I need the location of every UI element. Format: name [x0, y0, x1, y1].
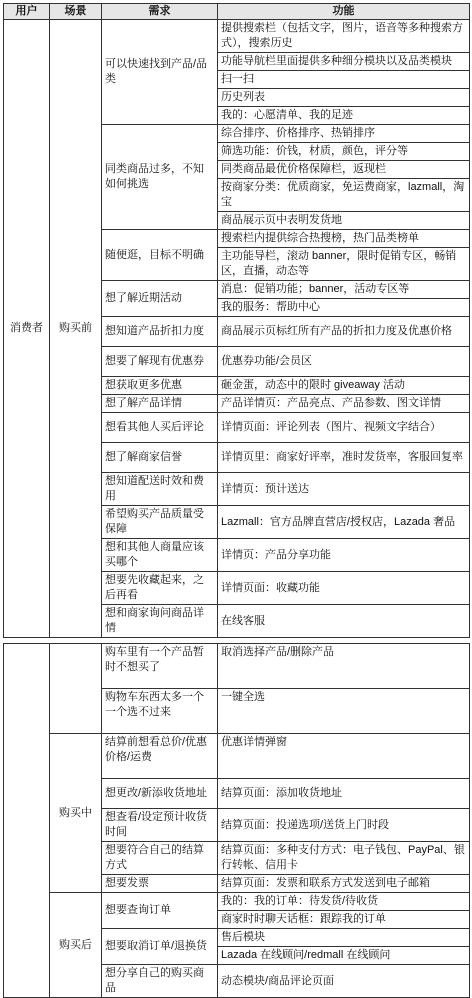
function-cell: 产品详情页：产品亮点、产品参数、图文详情 — [218, 395, 470, 413]
function-cell: 按商家分类：优质商家，免运费商家，lazmall，淘宝 — [218, 179, 470, 212]
table-row — [4, 644, 470, 689]
header-need: 需求 — [102, 4, 218, 20]
need-cell: 想分享自己的购买商品 — [102, 965, 218, 998]
user-cell: 消费者 — [4, 20, 50, 638]
function-cell: 商品展示页中表明发货地 — [218, 212, 470, 230]
need-cell: 想知道配送时效和费用 — [102, 473, 218, 506]
function-cell: 我的：我的订单：待发货/待收货 — [218, 893, 470, 911]
need-cell: 想要取消订单/退换货 — [102, 929, 218, 965]
need-cell: 结算前想看总价/优惠价格/运费 — [102, 734, 218, 779]
function-cell: 同类商品最优价格保障栏，返现栏 — [218, 161, 470, 179]
function-cell: Lazada 在线顾问/redmall 在线顾问 — [218, 947, 470, 965]
need-cell: 可以快速找到产品/品类 — [102, 20, 218, 125]
need-cell: 随便逛，目标不明确 — [102, 230, 218, 281]
function-cell: 售后模块 — [218, 929, 470, 947]
function-cell: 结算页面：发票和联系方式发送到电子邮箱 — [218, 875, 470, 893]
need-cell: 想知道产品折扣力度 — [102, 317, 218, 347]
function-cell: 商家时时聊天话框：跟踪我的订单 — [218, 911, 470, 929]
table-row — [4, 893, 470, 911]
need-cell: 想获取更多优惠 — [102, 377, 218, 395]
need-cell: 想和其他人商量应该买哪个 — [102, 539, 218, 572]
need-cell: 想要符合自己的结算方式 — [102, 842, 218, 875]
header-scene: 场景 — [50, 4, 102, 20]
function-cell: 历史列表 — [218, 89, 470, 107]
function-cell: 筛选功能：价钱，材质，颜色，评分等 — [218, 143, 470, 161]
function-cell: 优惠券功能/会员区 — [218, 347, 470, 377]
function-cell: 详情页面：收藏功能 — [218, 572, 470, 605]
function-cell: 我的服务：帮助中心 — [218, 299, 470, 317]
function-cell: 砸金蛋，动态中的限时 giveaway 活动 — [218, 377, 470, 395]
user-cell-empty — [4, 644, 50, 998]
header-user: 用户 — [4, 4, 50, 20]
need-cell: 想和商家询问商品详情 — [102, 605, 218, 638]
requirements-table-purchase — [3, 643, 470, 998]
function-cell: 结算页面：投递选项/送货上门时段 — [218, 809, 470, 842]
need-cell: 想了解产品详情 — [102, 395, 218, 413]
function-cell: 详情页里：商家好评率，准时发货率，客服回复率 — [218, 443, 470, 473]
function-cell: 搜索栏内提供综合热搜榜，热门品类榜单 — [218, 230, 470, 248]
function-cell: 结算页面：添加收货地址 — [218, 779, 470, 809]
need-cell: 希望购买产品质量受保障 — [102, 506, 218, 539]
function-cell: 优惠详情弹窗 — [218, 734, 470, 779]
function-cell: 综合排序、价格排序、热销排序 — [218, 125, 470, 143]
function-cell: 商品展示页标红所有产品的折扣力度及优惠价格 — [218, 317, 470, 347]
function-cell: 结算页面：多种支付方式：电子钱包、PayPal、银行转帐、信用卡 — [218, 842, 470, 875]
scene-cell: 购买前 — [50, 20, 102, 638]
need-cell: 想要了解现有优惠券 — [102, 347, 218, 377]
need-cell: 同类商品过多，不知如何挑选 — [102, 125, 218, 230]
function-cell: 我的：心愿清单、我的足迹 — [218, 107, 470, 125]
table-row — [4, 734, 470, 779]
scene-cell: 购买中 — [50, 734, 102, 893]
scene-cell — [50, 644, 102, 734]
requirements-table-pre-purchase — [3, 3, 470, 638]
function-cell: 提供搜索栏（包括文字，图片，语音等多种搜索方式），搜索历史 — [218, 20, 470, 53]
table-row — [4, 20, 470, 53]
need-cell: 想了解商家信誉 — [102, 443, 218, 473]
function-cell: 详情页面：评论列表（图片、视频文字结合） — [218, 413, 470, 443]
need-cell: 想查看/设定预计收货时间 — [102, 809, 218, 842]
need-cell: 想看其他人买后评论 — [102, 413, 218, 443]
function-cell: 扫一扫 — [218, 71, 470, 89]
need-cell: 想要先收藏起来，之后再看 — [102, 572, 218, 605]
need-cell: 想要发票 — [102, 875, 218, 893]
scene-cell: 购买后 — [50, 893, 102, 998]
function-cell: 功能导航栏里面提供多种细分模块以及品类模块 — [218, 53, 470, 71]
function-cell: 取消选择产品/删除产品 — [218, 644, 470, 689]
function-cell: 主功能导栏，滚动 banner，限时促销专区，畅销区，直播，动态等 — [218, 248, 470, 281]
header-function: 功能 — [218, 4, 470, 20]
function-cell: 详情页：产品分享功能 — [218, 539, 470, 572]
need-cell: 购物车东西太多一个一个选不过来 — [102, 689, 218, 734]
need-cell: 想要查询订单 — [102, 893, 218, 929]
need-cell: 想了解近期活动 — [102, 281, 218, 317]
function-cell: 在线客服 — [218, 605, 470, 638]
function-cell: 详情页：预计送达 — [218, 473, 470, 506]
function-cell: 消息：促销功能；banner，活动专区等 — [218, 281, 470, 299]
need-cell: 购车里有一个产品暂时不想买了 — [102, 644, 218, 689]
function-cell: 一键全选 — [218, 689, 470, 734]
header-row — [4, 4, 470, 20]
function-cell: Lazmall：官方品牌直营店/授权店，Lazada 奢品 — [218, 506, 470, 539]
need-cell: 想更改/新添收货地址 — [102, 779, 218, 809]
function-cell: 动态模块/商品评论页面 — [218, 965, 470, 998]
